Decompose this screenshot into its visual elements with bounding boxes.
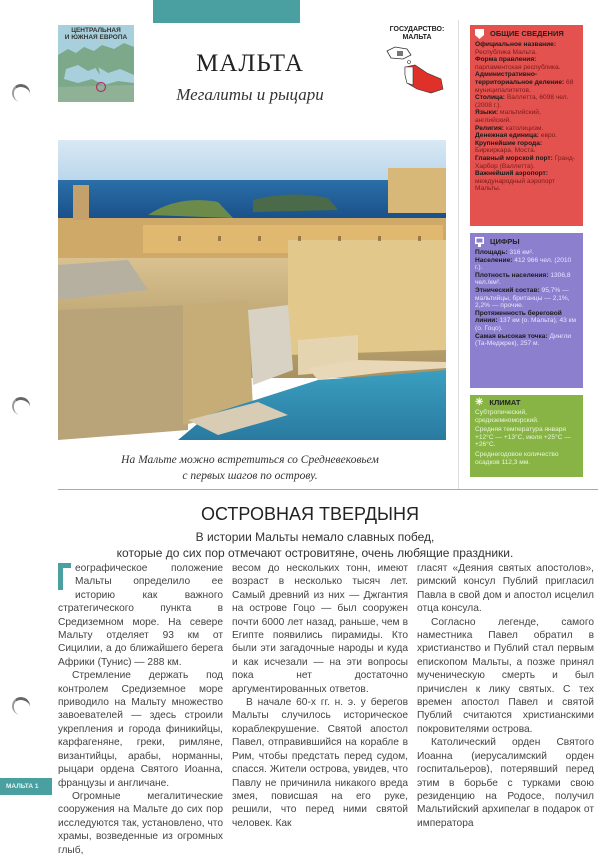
paragraph: гласят «Деяния святых апостолов», римский консул Публий пригласил Павла в свой дом и апостол исцелил отца консула. xyxy=(417,563,594,615)
climate-line: Средняя температура января +12°С — +13°С, июля +25°С — +26°С. xyxy=(475,426,571,449)
info-item: Религия: католицизм. xyxy=(475,124,544,132)
info-item: Официальное название: Республика Мальта. xyxy=(475,41,557,56)
page-footer-tab: МАЛЬТА 1 xyxy=(0,778,52,795)
figure-item: Протяженность береговой линии: 137 км (о. Мальта), 43 км (о. Гоцо). xyxy=(475,309,577,332)
info-item: Языки: мальтийский, английский. xyxy=(475,109,541,124)
paragraph: Согласно легенде, самого наместника Павел обратил в христианство и Публий стал первым епископом Мальты, а позже принял мученическую смерть и был причислен к лику святых. С тех времен апостол Павел и святой Публий считаются христианскими покровителями острова. xyxy=(417,616,594,735)
state-label-2: МАЛЬТА xyxy=(402,34,432,41)
column-divider xyxy=(458,20,459,490)
climate-heading: КЛИМАТ xyxy=(489,398,521,408)
fortress-illustration xyxy=(58,140,446,440)
info-item: Крупнейшие города: Биркиркара, Моста. xyxy=(475,139,543,155)
locator-map xyxy=(58,25,134,102)
malta-islands-map-icon xyxy=(385,45,447,95)
info-item: Столица: Валлетта, 6098 чел. (2008 г.). xyxy=(475,94,569,109)
article-lead xyxy=(80,529,550,561)
figures-box xyxy=(470,233,583,388)
section-divider xyxy=(58,489,598,490)
figure-item: Население: 412 966 чел. (2010 г.). xyxy=(475,256,572,272)
paragraph: Огромные мегалитические сооружения на Мальте до сих пор исследуются так, установлено, что храмы, возведенные из огромных глыб, xyxy=(58,790,223,856)
info-item: Денежная единица: евро. xyxy=(475,132,558,140)
lead-line-1: В истории Мальты немало славных побед, xyxy=(195,530,435,544)
general-info-box xyxy=(470,25,583,226)
general-info-heading: ОБЩИЕ СВЕДЕНИЯ xyxy=(490,29,564,39)
state-label xyxy=(382,26,452,42)
lead-line-2: которые до сих пор отмечают островитяне, очень любящие праздники. xyxy=(116,546,514,560)
info-item: Административно-территориальное деление: 68 муниципалитетов. xyxy=(475,71,574,94)
page-subtitle: Мегалиты и рыцари xyxy=(176,85,324,104)
binder-hole xyxy=(11,396,32,417)
dropcap-letter xyxy=(58,563,71,590)
figure-item: Этнический состав: 95,7% — мальтийцы, британцы — 2,1%, 2,2% — прочие. xyxy=(475,286,570,310)
shield-icon xyxy=(475,29,484,39)
malta-fortress-photo xyxy=(58,140,446,440)
locator-label-2: И ЮЖНАЯ ЕВРОПА xyxy=(64,34,128,41)
article-column-1 xyxy=(58,562,223,857)
article-heading: ОСТРОВНАЯ ТВЕРДЫНЯ xyxy=(201,504,419,524)
figures-heading: ЦИФРЫ xyxy=(490,237,520,247)
figure-item: Плотность населения: 1306,8 чел./км². xyxy=(475,271,571,287)
figure-item: Самая высокая точка: Дингли (Та-Меджрек), 257 м. xyxy=(475,332,572,348)
paragraph: Католический орден Святого Иоанна (иерусалимский орден госпитальеров), потерявший перед этим в борьбе с турками свою резиденцию на Родосе, получил Мальтийский архипелаг в подарок от императора xyxy=(417,737,594,829)
climate-box xyxy=(470,395,583,477)
sun-icon: ✳ xyxy=(475,397,484,408)
info-item: Форма правления: парламентская республика. xyxy=(475,56,561,71)
paragraph: В начале 60-х гг. н. э. у берегов Мальты случилось историческое кораблекрушение. Святой апостол Павел, отправившийся на корабле в Рим, чтобы предстать перед судом, спасся. Жители острова, увидев, что Павлу не причинила никакого вреда змея, повисшая на его руке, решили, что перед ними святой человек. Как xyxy=(232,697,408,829)
paragraph: весом до нескольких тонн, имеют возраст в несколько тысяч лет. Самый древний из них — Джгантия на острове Гоцо — был сооружен почти 6000 лет назад, раньше, чем в Египте появились пирамиды. Кто были эти загадочные народы и куда и как исчезали — на эти вопросы пока нет достаточно аргументированных ответов. xyxy=(232,563,408,695)
locator-label-1: ЦЕНТРАЛЬНАЯ xyxy=(71,27,121,34)
binder-hole xyxy=(11,83,32,104)
climate-line: Субтропический, средиземноморский. xyxy=(475,409,539,424)
climate-line: Среднегодовое количество осадков 112,3 мм. xyxy=(475,450,559,466)
article-column-3 xyxy=(417,562,594,830)
monitor-icon xyxy=(475,237,484,247)
top-accent-band xyxy=(153,0,300,23)
article-column-2 xyxy=(232,562,408,830)
state-label-1: ГОСУДАРСТВО: xyxy=(389,26,445,33)
caption-line-1: На Мальте можно встретиться со Средневековьем xyxy=(121,454,379,466)
paragraph: еографическое положение Мальты определило ее историю как важного стратегического пункта в Средиземном море. На севере Мальту отделяет 93 км от Сицилии, а до ближайшего берега Африки (Тунис) — 288 км. xyxy=(58,563,223,668)
info-item: Главный морской порт: Гранд-Харбор (Валлетта). xyxy=(475,154,575,170)
info-item: Важнейший аэропорт: международный аэропорт Мальты. xyxy=(475,170,556,193)
page-title: МАЛЬТА xyxy=(196,50,304,77)
binder-hole xyxy=(11,696,32,717)
photo-caption xyxy=(70,452,430,484)
paragraph: Стремление держать под контролем Средиземное море приводило на Мальту множество завоевателей — здесь строили укрепления и города финикийцы, карфагеняне, греки, римляне, византийцы, арабы, норманны, рыцари ордена Святого Иоанна, французы и англичане. xyxy=(58,670,223,789)
figure-item: Площадь: 316 км². xyxy=(475,249,534,256)
caption-line-2: с первых шагов по острову. xyxy=(182,470,318,482)
